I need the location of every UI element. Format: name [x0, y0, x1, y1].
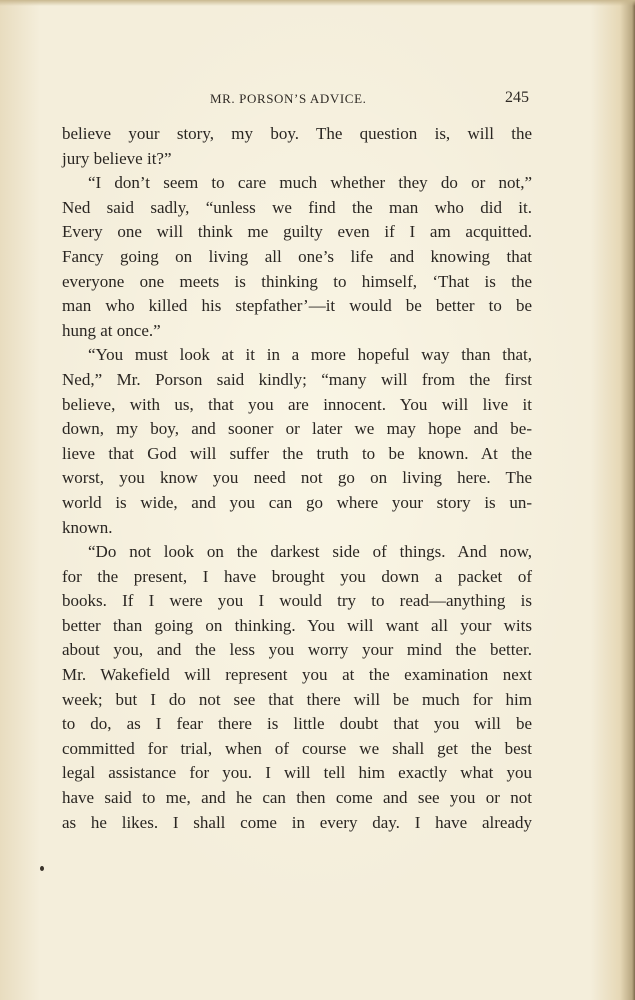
running-head: MR. PORSON’S ADVICE. — [210, 91, 367, 106]
text-line: hung at once.” — [62, 320, 161, 340]
text-line: Fancy going on living all one’s life and knowing that — [62, 246, 532, 266]
text-line: “You must look at it in a more hopeful way than that, — [88, 345, 532, 365]
text-line: Every one will think me guilty even if I am acquitted. — [62, 222, 532, 242]
text-line: legal assistance for you. I will tell him exactly what you — [62, 763, 532, 783]
text-line: Mr. Wakefield will represent you at the examination next — [62, 665, 532, 685]
page-number: 245 — [505, 89, 529, 106]
page-header — [62, 89, 532, 111]
text-line: worst, you know you need not go on living here. The — [62, 468, 532, 488]
text-line: everyone one meets is thinking to himself, ‘That is the — [62, 271, 532, 291]
text-line: to do, as I fear there is little doubt that you will be — [62, 714, 532, 734]
text-line: “I don’t seem to care much whether they do or not,” — [88, 173, 532, 193]
text-line: as he likes. I shall come in every day. I have already — [62, 812, 532, 832]
text-line: world is wide, and you can go where your story is un- — [62, 492, 532, 512]
text-line: believe your story, my boy. The question is, will the — [62, 124, 532, 143]
text-line: committed for trial, when of course we shall get the best — [62, 738, 532, 758]
text-line: believe, with us, that you are innocent. You will live it — [62, 394, 532, 414]
text-line: week; but I do not see that there will be much for him — [62, 689, 532, 709]
text-line: lieve that God will suffer the truth to be known. At the — [62, 443, 532, 463]
ink-speck — [40, 866, 44, 871]
text-line: for the present, I have brought you down a packet of — [62, 566, 532, 586]
text-line: jury believe it?” — [62, 148, 172, 168]
text-line: Ned said sadly, “unless we find the man who did it. — [62, 197, 532, 217]
text-line: about you, and the less you worry your mind the better. — [62, 640, 532, 660]
page-top-edge — [0, 0, 635, 6]
text-line: better than going on thinking. You will want all your wits — [62, 615, 532, 635]
text-line: have said to me, and he can then come and see you or not — [62, 788, 532, 808]
text-line: known. — [62, 517, 113, 537]
text-line: Ned,” Mr. Porson said kindly; “many will from the first — [62, 369, 532, 389]
text-line: “Do not look on the darkest side of things. And now, — [88, 542, 532, 562]
text-line: books. If I were you I would try to read—anything is — [62, 591, 532, 611]
text-line: man who killed his stepfather’—it would be better to be — [62, 296, 532, 316]
body-text — [62, 122, 532, 835]
text-line: down, my boy, and sooner or later we may hope and be- — [62, 419, 532, 439]
